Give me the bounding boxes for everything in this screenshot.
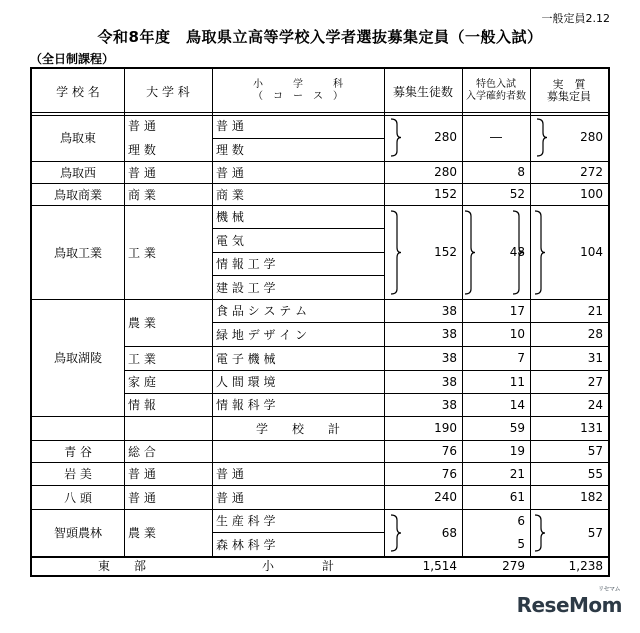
cell-school: 鳥取湖陵 (53, 351, 102, 365)
cell-dept: 工 業 (128, 245, 156, 260)
header-special-2: 入学確約者数 (466, 91, 526, 102)
cell-quota: 280 (434, 130, 457, 144)
cell-quota: 152 (434, 187, 457, 201)
cell-dept: 商 業 (128, 187, 156, 202)
cell-actual: 27 (587, 374, 603, 389)
cell-minor: 緑 地 デ ザ イ ン (216, 327, 308, 342)
cell-actual: 57 (587, 525, 603, 540)
cell-actual: 57 (587, 444, 603, 458)
header-quota: 募集生徒数 (392, 84, 453, 99)
cell-special: 17 (509, 303, 525, 318)
cell-school: 鳥取商業 (53, 187, 102, 202)
cell-minor: 機 械 (216, 210, 244, 224)
cell-actual: 280 (580, 130, 603, 144)
header-special-1: 特色入試 (476, 79, 516, 90)
cell-minor: 学 校 計 (255, 421, 340, 436)
cell-school: 鳥取東 (59, 130, 96, 145)
cell-special: 21 (509, 466, 525, 481)
cell-dept: 普 通 (128, 119, 156, 133)
cell-minor: 建 設 工 学 (216, 280, 276, 295)
cell-quota: 152 (434, 245, 457, 259)
cell-quota: 38 (441, 374, 457, 389)
cell-school: 智頭農林 (53, 526, 102, 540)
cell-actual: 272 (580, 165, 603, 179)
cell-minor: 普 通 (216, 119, 244, 133)
cell-dept: 普 通 (128, 490, 156, 505)
cell-special: 52 (509, 187, 525, 201)
cell-minor: 森 林 科 学 (216, 537, 276, 552)
cell-special: ― (490, 130, 502, 144)
cell-quota: 38 (441, 303, 457, 318)
cell-quota: 68 (441, 525, 457, 540)
cell-minor: 人 間 環 境 (216, 375, 276, 389)
footer-quota: 1,514 (422, 558, 457, 573)
cell-special: 14 (509, 397, 525, 412)
quota-table (30, 67, 610, 577)
cell-minor: 食 品 シ ス テ ム (216, 304, 308, 318)
logo-small-text: リセマム (598, 586, 620, 593)
right-brace (464, 210, 476, 295)
cell-special: 59 (509, 421, 525, 435)
footer-special: 279 (502, 558, 525, 573)
cell-actual: 28 (587, 327, 603, 341)
cell-quota: 38 (441, 327, 457, 341)
logo-text: ReseMom (516, 593, 622, 617)
page-title: 令和8年度 鳥取県立高等学校入学者選抜募集定員（一般入試） (97, 28, 543, 46)
cell-minor: 普 通 (216, 165, 244, 180)
header-school: 学 校 名 (56, 84, 100, 99)
cell-special: 48 (509, 245, 525, 259)
cell-school: 青 谷 (64, 444, 92, 459)
right-brace (390, 514, 402, 552)
header-actual-2: 募集定員 (547, 90, 591, 103)
cell-school: 八 頭 (64, 490, 92, 505)
cell-quota: 38 (441, 397, 457, 412)
right-brace (536, 118, 548, 157)
cell-quota: 240 (434, 490, 457, 504)
right-brace (512, 210, 524, 295)
header-minor-top: 小 学 科 (253, 79, 343, 90)
cell-actual: 100 (580, 187, 603, 201)
header-dept: 大 学 科 (146, 84, 190, 99)
cell-dept: 工 業 (128, 351, 156, 366)
footer-label: 小 計 (261, 559, 334, 573)
footer-actual: 1,238 (568, 558, 603, 573)
cell-actual: 131 (580, 421, 603, 435)
cell-dept: 普 通 (128, 165, 156, 180)
cell-school: 岩 美 (64, 467, 92, 481)
cell-minor: 商 業 (216, 187, 244, 202)
cell-actual: 55 (587, 466, 603, 481)
resemom-logo (516, 586, 622, 617)
cell-dept-general: 総 合 (128, 444, 156, 459)
cell-dept: 農 業 (128, 316, 156, 330)
cell-special: 8 (517, 165, 525, 179)
cell-special: 6 (517, 513, 525, 528)
header-minor-bottom: （ コ ー ス ） (253, 91, 343, 102)
cell-minor: 情 報 工 学 (216, 257, 276, 271)
header-minor (212, 69, 384, 113)
cell-dept: 農 業 (128, 526, 156, 540)
cell-actual: 182 (580, 490, 603, 504)
header-actual (530, 69, 608, 113)
right-brace (390, 118, 402, 157)
header-actual-1: 実 質 (552, 78, 586, 91)
right-brace (390, 210, 402, 295)
cell-actual: 104 (580, 245, 603, 259)
cell-minor: 普 通 (216, 467, 244, 481)
cell-minor: 電 子 機 械 (216, 351, 276, 366)
cell-special: 19 (509, 444, 525, 458)
course-type-label: （全日制課程） (30, 52, 115, 66)
cell-actual: 24 (587, 397, 603, 412)
cell-quota: 190 (434, 421, 457, 435)
cell-minor: 理 数 (216, 143, 244, 157)
cell-special: 5 (517, 537, 525, 551)
cell-minor: 普 通 (216, 490, 244, 505)
cell-special: 7 (517, 351, 525, 365)
cell-quota: 76 (441, 466, 457, 481)
cell-special: 61 (509, 490, 525, 504)
cell-school: 鳥取西 (59, 165, 96, 180)
cell-minor: 電 気 (216, 233, 244, 248)
cell-minor: 生 産 科 学 (216, 514, 276, 528)
cell-quota: 76 (441, 444, 457, 458)
footer-area: 東 部 (97, 559, 146, 573)
right-brace (534, 210, 546, 295)
cell-dept: 理 数 (128, 143, 156, 157)
document-code: 一般定員2.12 (541, 12, 610, 25)
cell-special: 11 (509, 374, 525, 389)
cell-dept: 家 庭 (128, 375, 156, 389)
cell-actual: 21 (587, 303, 603, 318)
cell-quota: 38 (441, 351, 457, 365)
cell-special: 10 (509, 327, 525, 341)
cell-quota: 280 (434, 165, 457, 179)
cell-school: 鳥取工業 (53, 245, 102, 260)
right-brace (534, 514, 546, 552)
cell-dept: 普 通 (128, 467, 156, 481)
cell-dept: 情 報 (128, 398, 156, 412)
header-special (462, 69, 530, 113)
cell-minor: 情 報 科 学 (216, 398, 276, 412)
cell-actual: 31 (587, 351, 603, 365)
